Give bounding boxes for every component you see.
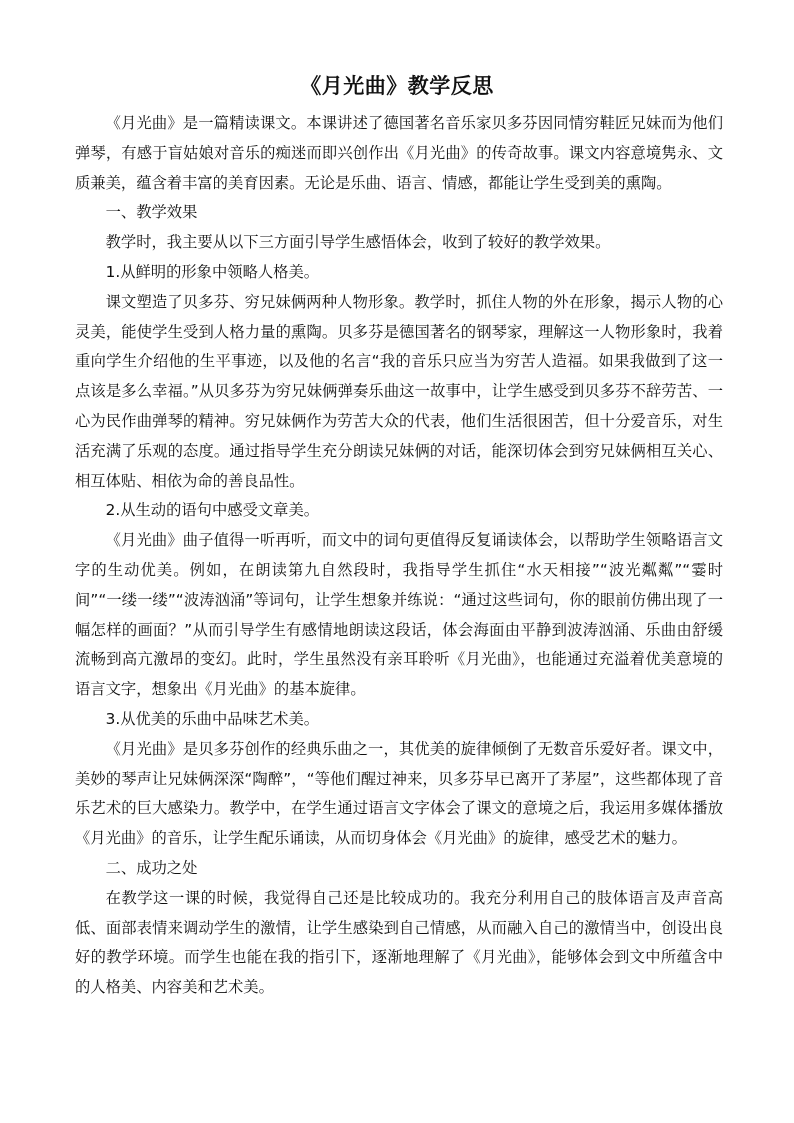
section-heading-teaching-effect: 一、教学效果 xyxy=(105,203,198,222)
paragraph: 《月光曲》曲子值得一听再听，而文中的词句更值得反复诵读体会，以帮助学生领略语言文字的生动优美。例如，在朗读第九自然段时，我指导学生抓住“水天相接”“波光粼粼”“霎时间”“一缕一缕”“波涛汹涌”等词句，让学生想象并练说：“通过这些词句，你的眼前仿佛出现了一幅怎样的画面？”从而引导学生有感情地朗读这段话，体会海面由平静到波涛汹涌、乐曲由舒缓流畅到高亢激昂的变幻。此时，学生虽然没有亲耳聆听《月光曲》，也能通过充溢着优美意境的语言文字，想象出《月光曲》的基本旋律。 xyxy=(75,531,723,699)
paragraph: 《月光曲》是贝多芬创作的经典乐曲之一，其优美的旋律倾倒了无数音乐爱好者。课文中，美妙的琴声让兄妹俩深深“陶醉”，“等他们醒过神来，贝多芬早已离开了茅屋”，这些都体现了音乐艺术的巨大感染力。教学中，在学生通过语言文字体会了课文的意境之后，我运用多媒体播放《月光曲》的音乐，让学生配乐诵读，从而切身体会《月光曲》的旋律，感受艺术的魅力。 xyxy=(75,739,723,848)
subheading-1: 1.从鲜明的形象中领略人格美。 xyxy=(105,262,320,281)
document-title: 《月光曲》教学反思 xyxy=(300,74,494,98)
document-body xyxy=(75,109,723,1003)
section-heading-success: 二、成功之处 xyxy=(105,858,198,877)
intro-paragraph: 《月光曲》是一篇精读课文。本课讲述了德国著名音乐家贝多芬因同情穷鞋匠兄妹而为他们弹琴，有感于盲姑娘对音乐的痴迷而即兴创作出《月光曲》的传奇故事。课文内容意境隽永、文质兼美，蕴含着丰富的美育因素。无论是乐曲、语言、情感，都能让学生受到美的熏陶。 xyxy=(75,114,723,192)
paragraph: 教学时，我主要从以下三方面引导学生感悟体会，收到了较好的教学效果。 xyxy=(105,233,611,252)
subheading-3: 3.从优美的乐曲中品味艺术美。 xyxy=(105,709,320,728)
paragraph: 课文塑造了贝多芬、穷兄妹俩两种人物形象。教学时，抓住人物的外在形象，揭示人物的心灵美，能使学生受到人格力量的熏陶。贝多芬是德国著名的钢琴家，理解这一人物形象时，我着重向学生介绍他的生平事迹，以及他的名言“我的音乐只应当为穷苦人造福。如果我做到了这一点该是多么幸福。”从贝多芬为穷兄妹俩弹奏乐曲这一故事中，让学生感受到贝多芬不辞劳苦、一心为民作曲弹琴的精神。穷兄妹俩作为劳苦大众的代表，他们生活很困苦，但十分爱音乐，对生活充满了乐观的态度。通过指导学生充分朗读兄妹俩的对话，能深切体会到穷兄妹俩相互关心、相互体贴、相依为命的善良品性。 xyxy=(75,292,723,490)
paragraph: 在教学这一课的时候，我觉得自己还是比较成功的。我充分利用自己的肢体语言及声音高低、面部表情来调动学生的激情，让学生感染到自己情感，从而融入自己的激情当中，创设出良好的教学环境。而学生也能在我的指引下，逐渐地理解了《月光曲》，能够体会到文中所蕴含中的人格美、内容美和艺术美。 xyxy=(75,888,723,997)
subheading-2: 2.从生动的语句中感受文章美。 xyxy=(105,501,320,520)
